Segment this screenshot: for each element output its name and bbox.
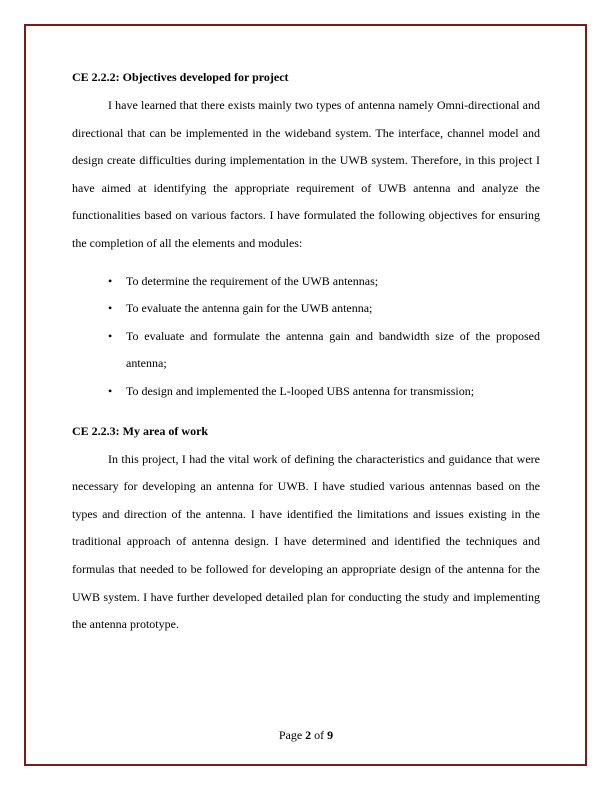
current-page-number: 2 [305,728,312,742]
section-heading-area-of-work: CE 2.2.3: My area of work [72,423,209,438]
objectives-list [72,268,540,406]
bullet-icon: • [108,328,113,343]
page-footer [0,728,612,742]
list-item-text: To determine the requirement of the UWB antennas; [126,273,379,288]
bullet-icon: • [108,273,113,288]
bullet-icon: • [108,383,113,398]
objectives-paragraph: I have learned that there exists mainly two types of antenna namely Omni-directional and directional that can be implemented in the wideband system. The interface, channel model and design create difficulties during implementation in the UWB system. Therefore, in this project I have aimed at identifying the appropriate requirement of UWB antenna and analyze the functionalities based on various factors. I have formulated the following objectives for ensuring the completion of all the elements and modules: [72,98,540,250]
bullet-icon: • [108,301,113,316]
of-label: of [314,728,325,742]
total-pages-number: 9 [327,728,334,742]
list-item [72,295,540,323]
list-item [72,323,540,378]
area-of-work-paragraph: In this project, I had the vital work of defining the characteristics and guidance that were necessary for developing an antenna for UWB. I have studied various antennas based on the types and direction of the antenna. I have identified the limitations and issues existing in the traditional approach of antenna design. I have determined and identified the techniques and formulas that needed to be followed for developing an appropriate design of the antenna for the UWB system. I have further developed detailed plan for conducting the study and implementing the antenna prototype. [72,451,540,632]
list-item-text: To evaluate the antenna gain for the UWB antenna; [126,301,373,316]
page-label: Page [278,728,303,742]
list-item-text: To design and implemented the L-looped UBS antenna for transmission; [126,383,475,398]
list-item [72,268,540,296]
document-body [72,68,540,639]
list-item-text: To evaluate and formulate the antenna gain and bandwidth size of the proposed antenna; [126,328,540,371]
list-item [72,378,540,406]
section-heading-objectives: CE 2.2.2: Objectives developed for project [72,70,289,84]
